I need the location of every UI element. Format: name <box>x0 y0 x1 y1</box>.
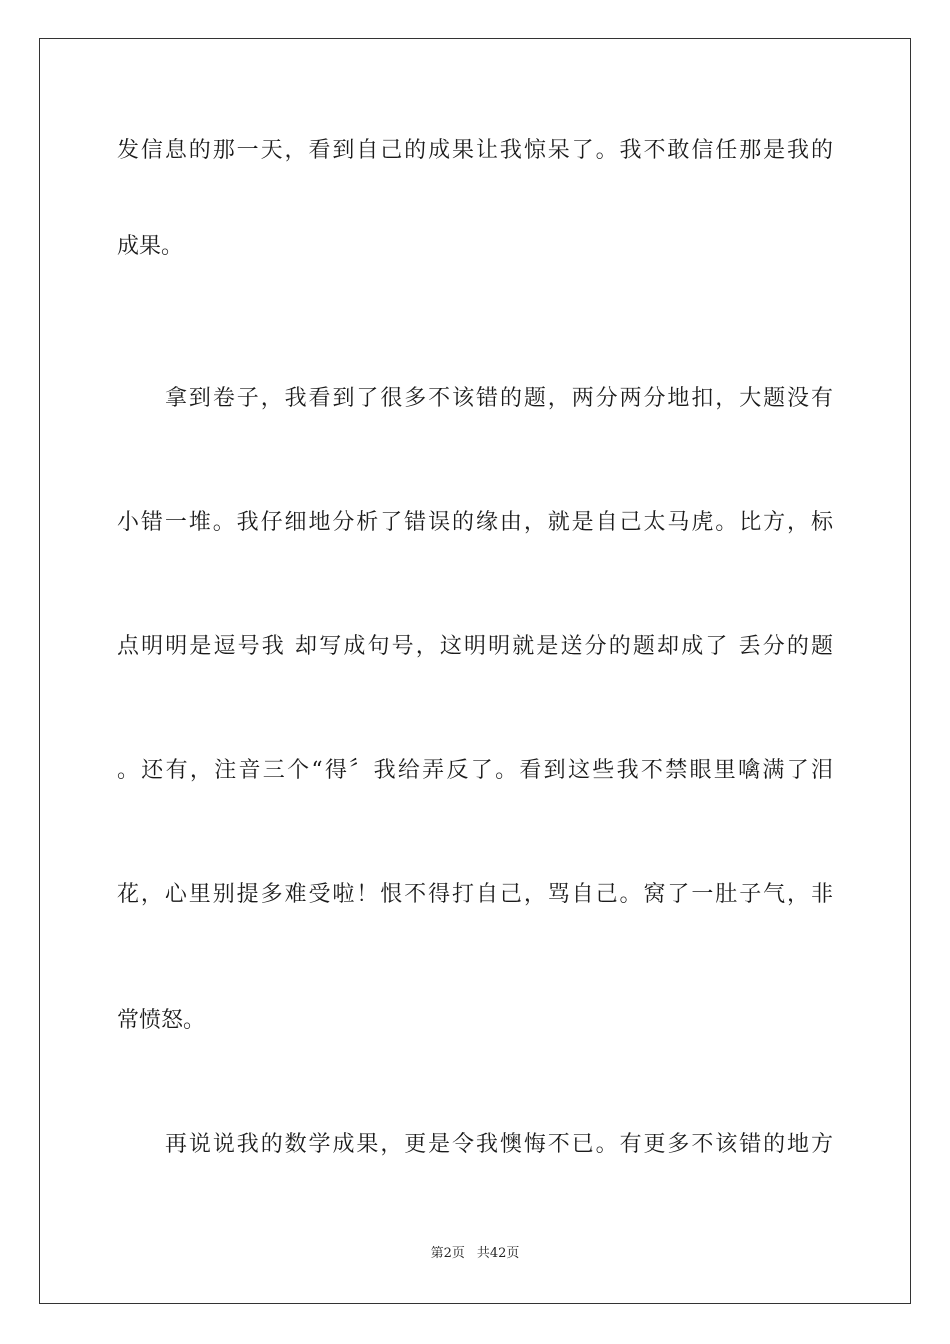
body-line-7: 花，心里别提多难受啦！恨不得打自己，骂自己。窝了一肚子气，非 <box>117 882 833 907</box>
body-line-1: 发信息的那一天，看到自己的成果让我惊呆了。我不敢信任那是我的 <box>117 138 833 163</box>
page-number: 第2页 <box>430 1246 465 1261</box>
body-line-8: 常愤怒。 <box>117 1008 206 1033</box>
body-line-3: 拿到卷子，我看到了很多不该错的题，两分两分地扣，大题没有 <box>165 386 833 411</box>
page-total: 共42页 <box>476 1246 520 1261</box>
body-line-4: 小错一堆。我仔细地分析了错误的缘由，就是自己太马虎。比方，标 <box>117 510 833 535</box>
page-frame <box>39 38 911 1304</box>
body-line-5: 点明明是逗号我 却写成句号，这明明就是送分的题却成了 丢分的题 <box>117 634 833 659</box>
body-line-2: 成果。 <box>117 234 184 259</box>
body-line-9: 再说说我的数学成果，更是令我懊悔不已。有更多不该错的地方 <box>165 1132 833 1157</box>
page-footer <box>0 1245 950 1263</box>
body-line-6: 。还有，注音三个“得〞我给弄反了。看到这些我不禁眼里噙满了泪 <box>117 758 833 783</box>
